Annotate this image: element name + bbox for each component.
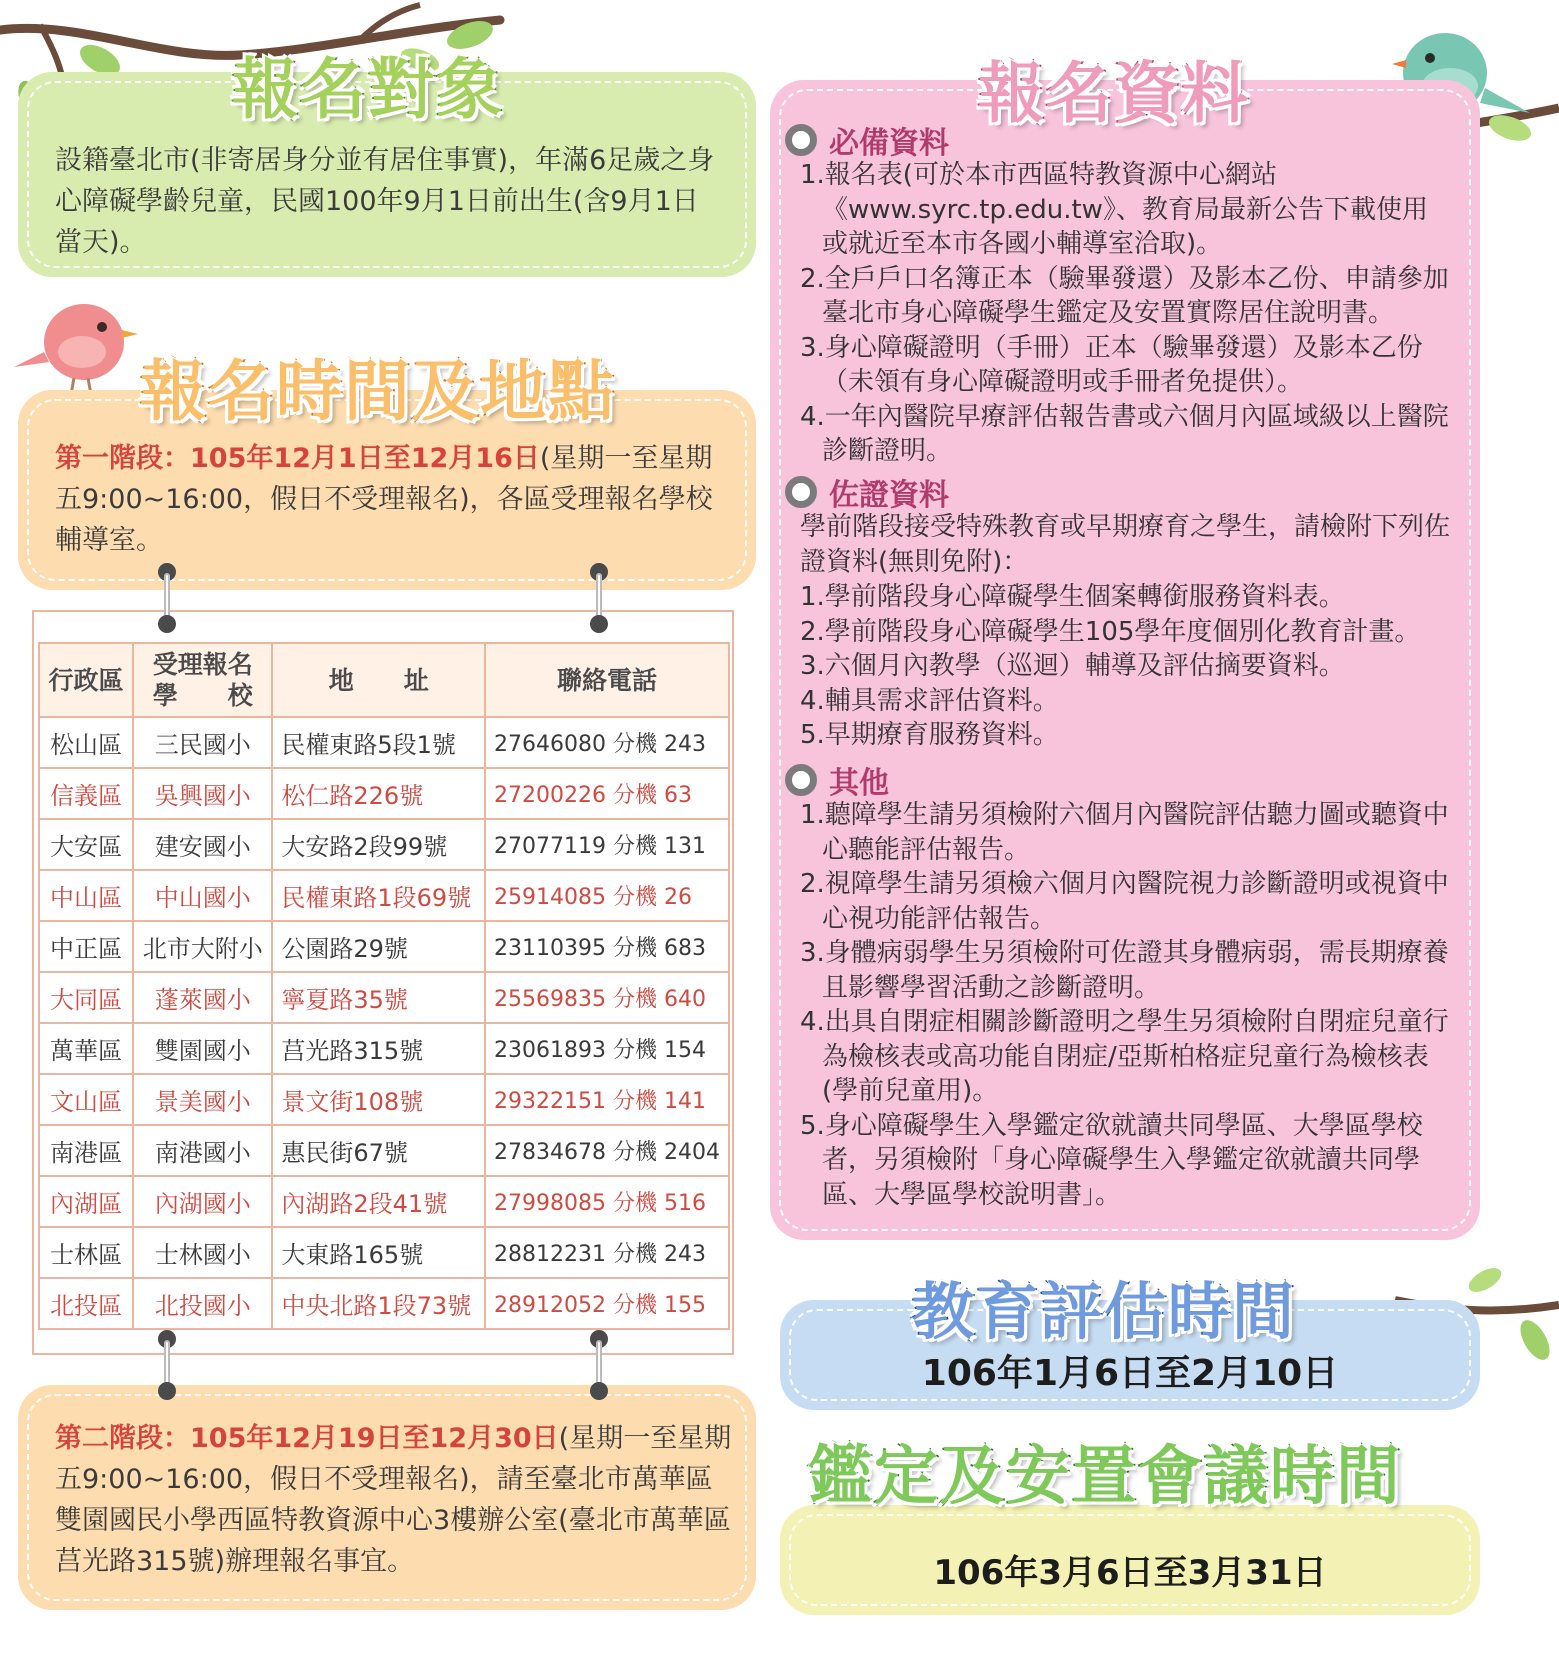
table-row xyxy=(39,1227,729,1278)
table-row xyxy=(39,819,729,870)
stage2-label: 第二階段：105年12月19日至12月30日 xyxy=(55,1423,559,1454)
cell-district: 大安區 xyxy=(39,819,133,870)
eligibility-title: 報名對象 xyxy=(232,51,504,128)
required-title: 必備資料 xyxy=(829,126,949,161)
stage1-label: 第一階段：105年12月1日至12月16日 xyxy=(55,443,540,474)
table-row xyxy=(39,1023,729,1074)
cell-address: 大東路165號 xyxy=(272,1227,485,1278)
other-list xyxy=(800,798,1450,1212)
bullet-ring-icon xyxy=(785,476,817,508)
cell-phone: 27200226 分機 63 xyxy=(485,768,729,819)
cell-phone: 28912052 分機 155 xyxy=(485,1278,729,1329)
header-school: 受理報名學 校 xyxy=(133,643,272,717)
other-title: 其他 xyxy=(829,766,889,801)
cell-school: 士林國小 xyxy=(133,1227,272,1278)
ring-icon xyxy=(158,1330,176,1400)
cell-address: 寧夏路35號 xyxy=(272,972,485,1023)
time-place-title: 報名時間及地點 xyxy=(140,353,616,430)
table-row xyxy=(39,1074,729,1125)
list-item: 1.學前階段身心障礙學生個案轉銜服務資料表。 xyxy=(800,582,1345,612)
cell-address: 內湖路2段41號 xyxy=(272,1176,485,1227)
ring-icon xyxy=(158,563,176,633)
list-item: 2.全戶戶口名簿正本（驗畢發還）及影本乙份、申請參加臺北市身心障礙學生鑑定及安置實際居住說明書。 xyxy=(800,263,1449,328)
placement-date: 106年3月6日至3月31日 xyxy=(933,1553,1327,1593)
ring-icon xyxy=(590,1330,608,1400)
cell-phone: 27646080 分機 243 xyxy=(485,717,729,768)
table-row xyxy=(39,1176,729,1227)
cell-district: 文山區 xyxy=(39,1074,133,1125)
stage1-detail: (星期一至星期五9:00~16:00，假日不受理報名)，各區受理報名學校輔導室。 xyxy=(55,443,713,556)
list-item: 4.出具自閉症相關診斷證明之學生另須檢附自閉症兒童行為檢核表或高功能自閉症/亞斯柏格症兒童行為檢核表(學前兒童用)。 xyxy=(800,1007,1449,1106)
bullet-ring-icon xyxy=(785,124,817,156)
cell-school: 北投國小 xyxy=(133,1278,272,1329)
cell-phone: 28812231 分機 243 xyxy=(485,1227,729,1278)
list-item: 3.身心障礙證明（手冊）正本（驗畢發還）及影本乙份（未領有身心障礙證明或手冊者免提供）。 xyxy=(800,332,1423,397)
table-header-row xyxy=(39,643,729,717)
list-item: 1.報名表(可於本市西區特教資源中心網站《www.syrc.tp.edu.tw》、教育局最新公告下載使用或就近至本市各國小輔導室洽取)。 xyxy=(800,160,1428,259)
cell-address: 大安路2段99號 xyxy=(272,819,485,870)
table-body xyxy=(39,717,729,1329)
registration-table xyxy=(38,642,730,1330)
cell-district: 北投區 xyxy=(39,1278,133,1329)
cell-address: 松仁路226號 xyxy=(272,768,485,819)
cell-school: 蓬萊國小 xyxy=(133,972,272,1023)
list-item: 1.聽障學生請另須檢附六個月內醫院評估聽力圖或聽資中心聽能評估報告。 xyxy=(800,800,1449,865)
list-item: 2.學前階段身心障礙學生105學年度個別化教育計畫。 xyxy=(800,616,1421,647)
stage2-text xyxy=(55,1418,735,1582)
header-district: 行政區 xyxy=(39,643,133,717)
cell-district: 信義區 xyxy=(39,768,133,819)
cell-district: 松山區 xyxy=(39,717,133,768)
stage2-detail: (星期一至星期五9:00~16:00，假日不受理報名)，請至臺北市萬華區雙園國民小學西區特教資源中心3樓辦公室(臺北市萬華區莒光路315號)辦理報名事宜。 xyxy=(55,1423,732,1577)
list-item: 4.一年內醫院早療評估報告書或六個月內區域級以上醫院診斷證明。 xyxy=(800,401,1449,466)
header-address: 地 址 xyxy=(272,643,485,717)
cell-school: 南港國小 xyxy=(133,1125,272,1176)
list-item: 3.六個月內教學（巡迴）輔導及評估摘要資料。 xyxy=(800,651,1345,681)
cell-school: 建安國小 xyxy=(133,819,272,870)
supporting-heading xyxy=(785,470,949,514)
cell-district: 中山區 xyxy=(39,870,133,921)
evaluation-date: 106年1月6日至2月10日 xyxy=(921,1353,1339,1394)
cell-school: 中山國小 xyxy=(133,870,272,921)
header-phone: 聯絡電話 xyxy=(485,643,729,717)
table-row xyxy=(39,717,729,768)
table-row xyxy=(39,1278,729,1329)
cell-address: 民權東路5段1號 xyxy=(272,717,485,768)
placement-title: 鑑定及安置會議時間 xyxy=(808,1440,1402,1514)
table-row xyxy=(39,768,729,819)
cell-phone: 27077119 分機 131 xyxy=(485,819,729,870)
table-row xyxy=(39,870,729,921)
evaluation-title: 教育評估時間 xyxy=(912,1275,1297,1348)
cell-school: 景美國小 xyxy=(133,1074,272,1125)
cell-phone: 25569835 分機 640 xyxy=(485,972,729,1023)
ring-icon xyxy=(590,563,608,633)
list-item: 5.早期療育服務資料。 xyxy=(800,720,1059,750)
cell-school: 內湖國小 xyxy=(133,1176,272,1227)
list-item: 3.身體病弱學生另須檢附可佐證其身體病弱，需長期療養且影響學習活動之診斷證明。 xyxy=(800,938,1449,1003)
cell-school: 三民國小 xyxy=(133,717,272,768)
cell-school: 吳興國小 xyxy=(133,768,272,819)
cell-phone: 27998085 分機 516 xyxy=(485,1176,729,1227)
eligibility-text: 設籍臺北市(非寄居身分並有居住事實)，年滿6足歲之身心障礙學齡兒童，民國100年9月1日前出生(含9月1日當天)。 xyxy=(55,145,715,258)
cell-district: 南港區 xyxy=(39,1125,133,1176)
cell-district: 萬華區 xyxy=(39,1023,133,1074)
cell-address: 莒光路315號 xyxy=(272,1023,485,1074)
cell-district: 士林區 xyxy=(39,1227,133,1278)
list-item: 2.視障學生請另須檢六個月內醫院視力診斷證明或視資中心視功能評估報告。 xyxy=(800,869,1449,934)
cell-address: 景文街108號 xyxy=(272,1074,485,1125)
other-heading xyxy=(785,758,889,802)
cell-phone: 27834678 分機 2404 xyxy=(485,1125,729,1176)
registration-table-card xyxy=(32,610,734,1355)
cell-phone: 29322151 分機 141 xyxy=(485,1074,729,1125)
cell-district: 內湖區 xyxy=(39,1176,133,1227)
cell-school: 雙園國小 xyxy=(133,1023,272,1074)
cell-phone: 23061893 分機 154 xyxy=(485,1023,729,1074)
cell-address: 民權東路1段69號 xyxy=(272,870,485,921)
table-row xyxy=(39,921,729,972)
supporting-title: 佐證資料 xyxy=(829,478,949,513)
required-heading xyxy=(785,118,949,162)
list-item: 4.輔具需求評估資料。 xyxy=(800,685,1059,716)
cell-district: 中正區 xyxy=(39,921,133,972)
cell-school: 北市大附小 xyxy=(133,921,272,972)
cell-phone: 23110395 分機 683 xyxy=(485,921,729,972)
supporting-list xyxy=(800,580,1450,753)
table-row xyxy=(39,1125,729,1176)
cell-phone: 25914085 分機 26 xyxy=(485,870,729,921)
required-list xyxy=(800,158,1450,469)
cell-address: 惠民街67號 xyxy=(272,1125,485,1176)
list-item: 5.身心障礙學生入學鑑定欲就讀共同學區、大學區學校者，另須檢附「身心障礙學生入學鑑定欲就讀共同學區、大學區學校說明書」。 xyxy=(800,1110,1423,1210)
table-row xyxy=(39,972,729,1023)
cell-address: 公園路29號 xyxy=(272,921,485,972)
cell-address: 中央北路1段73號 xyxy=(272,1278,485,1329)
cell-district: 大同區 xyxy=(39,972,133,1023)
bullet-ring-icon xyxy=(785,764,817,796)
supporting-intro: 學前階段接受特殊教育或早期療育之學生，請檢附下列佐證資料(無則免附)： xyxy=(800,512,1451,577)
stage1-text xyxy=(55,438,735,561)
documents-title: 報名資料 xyxy=(978,55,1250,132)
